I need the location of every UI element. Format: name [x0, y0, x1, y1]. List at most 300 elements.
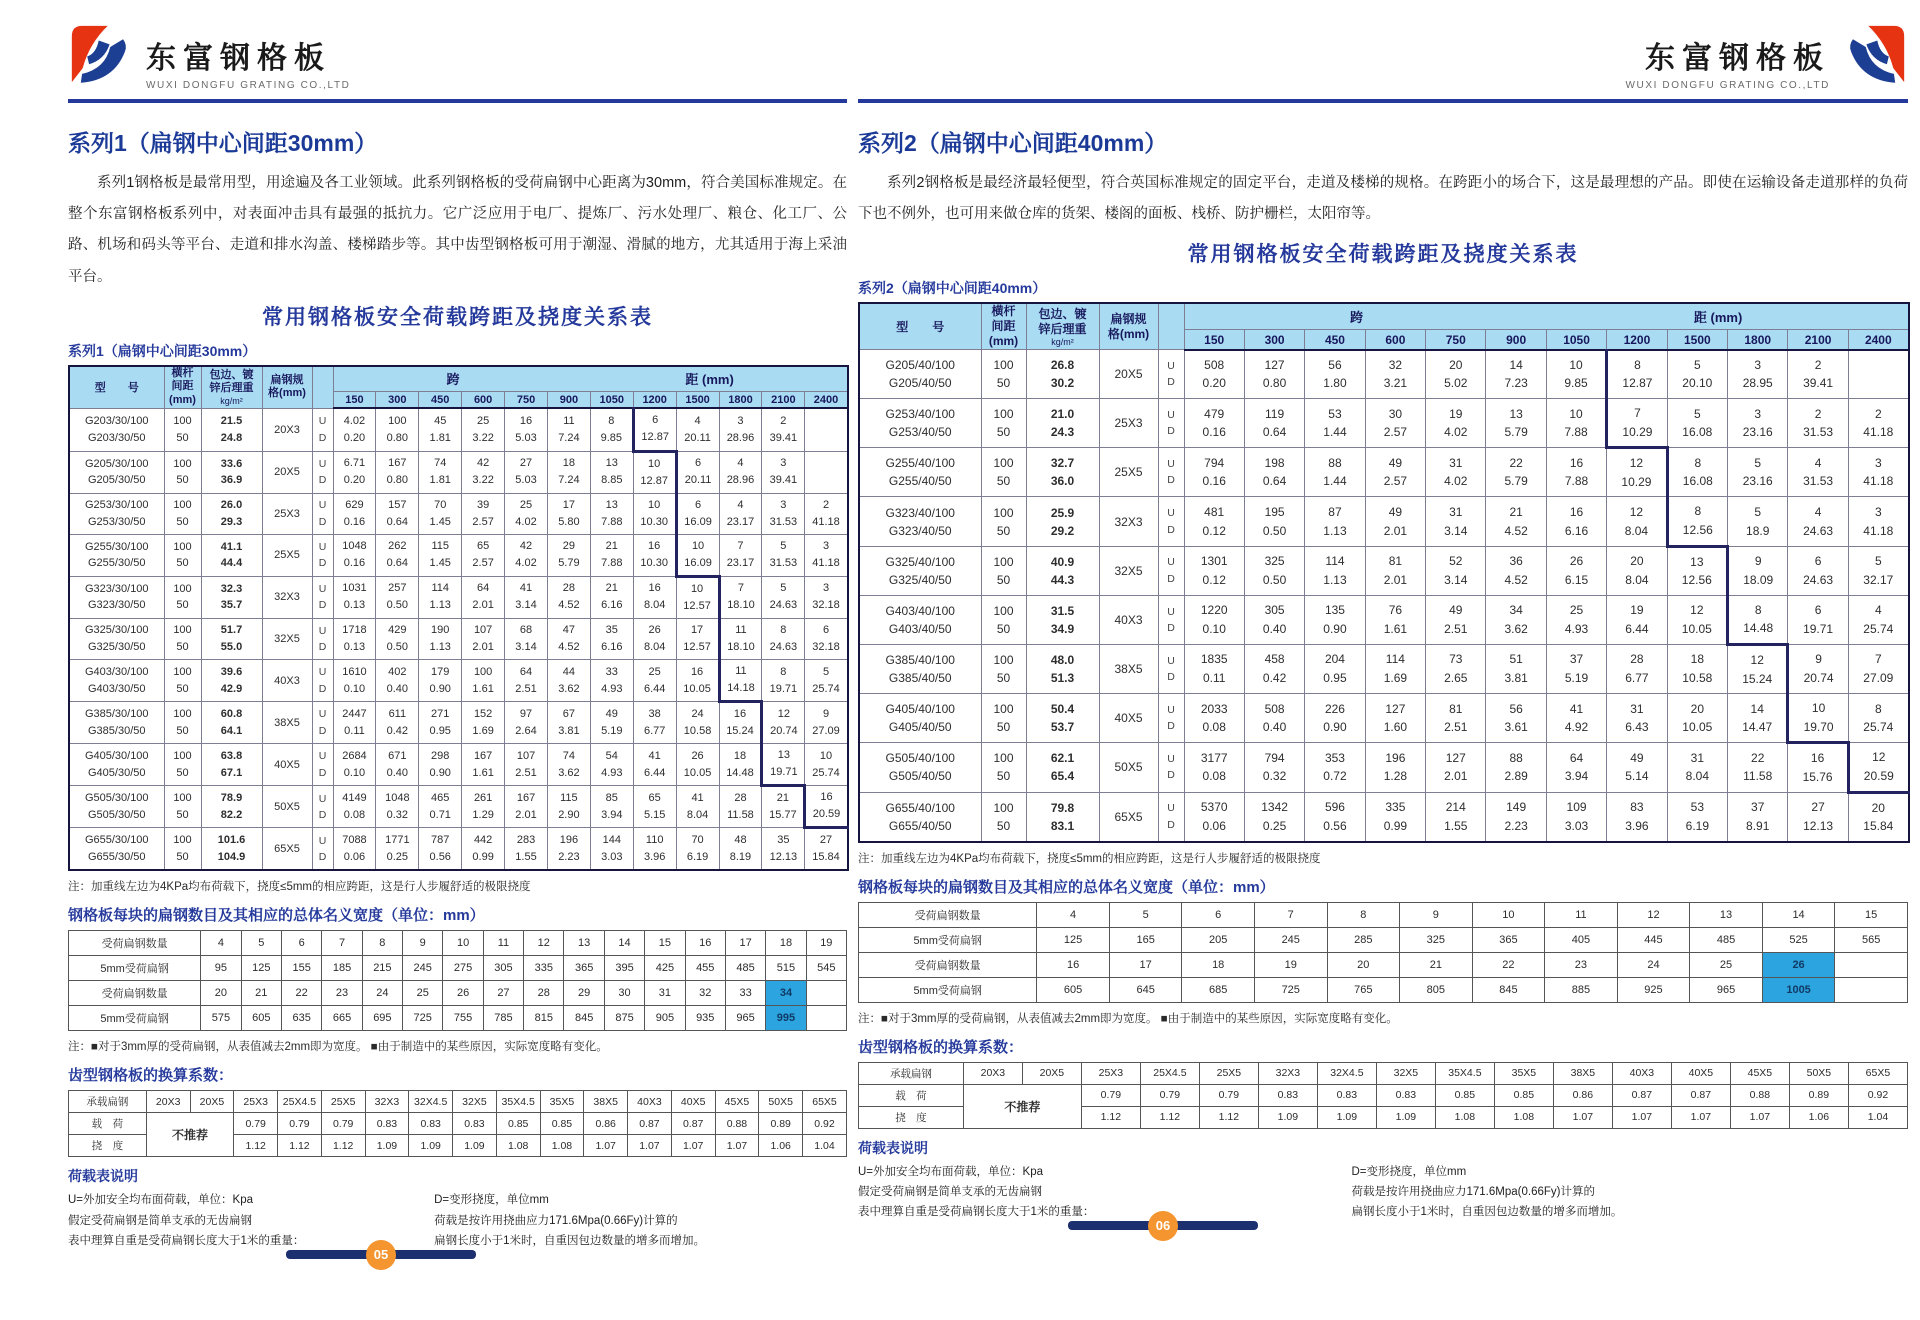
value-cell	[547, 534, 590, 576]
deflection-value: 0.25	[1262, 818, 1287, 833]
load-value: 20	[1871, 800, 1885, 815]
value-cell	[1546, 743, 1606, 792]
load-value: 109	[1566, 800, 1587, 815]
deflection-value: 4.02	[515, 557, 537, 570]
conversion-table-title: 齿型钢格板的换算系数：	[68, 1067, 234, 1085]
value-cell	[419, 408, 462, 451]
deflection-value: 9.85	[1564, 376, 1588, 391]
value-cell	[762, 786, 805, 828]
width-value-cell: 12	[524, 931, 564, 956]
load-value: 8	[1874, 701, 1882, 716]
cell-line: 100	[993, 554, 1014, 569]
deflection-factor-cell: 1.08	[1494, 1106, 1553, 1128]
spec-cell: 40X5	[262, 744, 312, 786]
cell-line: D	[318, 599, 327, 612]
load-value: 45	[434, 414, 447, 427]
cell-line: 50	[176, 474, 189, 487]
cell-line: 34.9	[1050, 621, 1075, 636]
cell-line: G385/30/100	[84, 708, 149, 721]
value-cell	[590, 828, 633, 871]
value-cell	[633, 744, 676, 786]
row-label: 挠 度	[859, 1106, 964, 1128]
cell-line: U	[318, 499, 327, 512]
cell-lines	[860, 749, 981, 785]
value-cell	[762, 451, 805, 493]
span-header-cell: 300	[1244, 330, 1304, 350]
deflection-value: 8.04	[1624, 523, 1649, 538]
load-value: 12	[777, 707, 790, 720]
spec-cell: 32X5	[1099, 546, 1158, 595]
load-value: 7	[737, 540, 744, 553]
model-cell	[69, 408, 164, 451]
load-value: 12	[1872, 750, 1886, 765]
deflection-value: 10.30	[640, 515, 668, 528]
load-value: 8	[780, 665, 787, 678]
deflection-value: 1.13	[1323, 572, 1347, 587]
deflection-factor-cell: 1.07	[1671, 1106, 1730, 1128]
cell-line: 29.3	[220, 515, 243, 528]
load-value: 110	[645, 833, 664, 846]
deflection-value: 0.42	[1262, 671, 1287, 686]
value-cell	[1365, 448, 1425, 497]
value-cell	[376, 660, 419, 702]
cell-line: D	[318, 766, 327, 779]
legend-line: U=外加安全均布面荷载，单位：Kpa	[858, 1165, 1043, 1178]
value-cell	[1848, 792, 1908, 842]
load-value: 16	[648, 540, 661, 553]
value-cell	[676, 534, 719, 576]
page-footer	[1068, 1210, 1258, 1240]
span-header-cell: 1500	[1667, 330, 1727, 350]
deflection-value: 3.03	[601, 850, 623, 863]
cell-line: D	[1167, 523, 1175, 536]
cell-lines	[202, 832, 262, 865]
cell-line: D	[1167, 425, 1175, 438]
cell-line: 83.1	[1050, 818, 1075, 833]
model-cell	[859, 595, 981, 644]
spacing-cell	[164, 702, 201, 744]
cell-line: 21.5	[220, 415, 243, 428]
width-value-cell: 965	[1690, 977, 1763, 1002]
cell-line: U	[318, 583, 327, 596]
value-cell	[547, 451, 590, 493]
value-cell	[762, 618, 805, 659]
value-cell	[633, 702, 676, 744]
table-row	[859, 546, 1909, 595]
load-value: 3	[780, 498, 787, 511]
deflection-value: 3.81	[1504, 671, 1528, 686]
weight-cell	[201, 660, 262, 702]
value-cell	[1244, 448, 1304, 497]
span-header-cell: 1050	[1546, 330, 1606, 350]
load-value: 3	[780, 457, 787, 470]
value-cell	[805, 493, 848, 534]
span-header-cell: 450	[419, 391, 462, 408]
width-value-cell: 275	[443, 956, 483, 981]
series-title: 系列2（扁钢中心间距40mm）	[858, 130, 1168, 156]
cell-lines	[202, 790, 262, 823]
cell-line: G203/30/50	[88, 431, 146, 444]
load-value: 3177	[1200, 750, 1228, 765]
spec-cell: 20X5	[1099, 350, 1158, 399]
value-cell	[1848, 694, 1908, 743]
weight-cell	[201, 451, 262, 493]
load-value: 51	[1509, 652, 1523, 667]
load-value: 508	[1264, 701, 1285, 716]
deflection-value: 2.51	[515, 682, 537, 695]
value-cell	[1426, 546, 1486, 595]
deflection-value: 2.01	[472, 599, 494, 612]
deflection-value: 10.05	[683, 766, 712, 779]
load-value: 481	[1204, 504, 1225, 519]
spec-cell: 40X5	[1099, 694, 1158, 743]
load-value: 14	[1750, 701, 1764, 716]
width-value-cell: 565	[1835, 927, 1908, 952]
cell-line: 100	[993, 505, 1014, 520]
deflection-value: 23.17	[726, 515, 755, 528]
value-cell	[1788, 350, 1848, 399]
value-cell	[1305, 399, 1365, 448]
spec-cell: 38X5	[1099, 644, 1158, 693]
deflection-value: 3.96	[643, 850, 666, 863]
width-value-cell: 635	[281, 1006, 321, 1031]
load-value: 127	[1385, 701, 1406, 716]
value-cell	[805, 576, 848, 618]
load-factor-cell: 0.92	[1848, 1084, 1907, 1106]
load-value: 16	[1810, 751, 1825, 766]
deflection-value: 6.43	[1625, 720, 1649, 735]
row-label: 5mm受荷扁钢	[69, 956, 201, 981]
value-cell	[676, 618, 719, 659]
spacing-cell	[981, 792, 1026, 842]
value-cell	[805, 828, 848, 871]
cell-line: 48.0	[1050, 653, 1075, 668]
spec-header-cell: 50X5	[1789, 1062, 1848, 1084]
width-value-cell: 665	[322, 1006, 362, 1031]
load-value: 49	[605, 707, 618, 720]
load-value: 16	[648, 582, 661, 595]
width-value-cell: 10	[443, 931, 483, 956]
value-cell	[1848, 743, 1908, 792]
value-cell	[676, 493, 719, 534]
cell-lines	[165, 790, 201, 823]
load-factor-cell: 0.85	[1494, 1084, 1553, 1106]
width-value-cell: 95	[201, 956, 241, 981]
width-value-cell: 25	[403, 981, 443, 1006]
cell-line: 50	[176, 808, 189, 821]
deflection-value: 7.24	[558, 431, 580, 444]
deflection-value: 0.80	[386, 474, 409, 487]
value-cell	[1728, 644, 1788, 693]
cell-line: D	[1167, 376, 1175, 389]
width-value-cell: 13	[564, 931, 604, 956]
cell-lines	[165, 456, 201, 489]
load-factor-cell: 0.83	[365, 1113, 409, 1135]
load-value: 167	[516, 791, 536, 804]
cell-line: 间距	[991, 319, 1016, 334]
value-cell	[1305, 694, 1365, 743]
deflection-value: 31.53	[1803, 474, 1834, 489]
load-value: 5	[1693, 357, 1701, 372]
load-value: 44	[562, 665, 576, 678]
load-value: 1048	[385, 791, 410, 804]
value-cell	[1184, 448, 1244, 497]
spec-cell: 65X5	[262, 828, 312, 871]
deflection-value: 0.50	[386, 640, 409, 653]
value-cell	[1848, 644, 1908, 693]
value-cell	[1848, 497, 1908, 546]
cell-line: 60.8	[220, 708, 243, 721]
load-value: 8	[608, 414, 615, 427]
cell-line: G323/40/50	[888, 523, 952, 538]
load-value: 85	[605, 791, 618, 804]
deflection-value: 1.81	[429, 474, 451, 487]
deflection-value: 20.11	[684, 431, 711, 444]
deflection-value: 4.52	[1504, 572, 1528, 587]
width-value-cell: 27	[483, 981, 523, 1006]
cell-lines	[313, 833, 333, 866]
deflection-value: 6.19	[1685, 818, 1709, 833]
deflection-value: 18.10	[727, 640, 755, 653]
legend-line: 扁钢长度小于1米时，自重因包边数量的增多而增加。	[434, 1234, 706, 1247]
page-left	[68, 22, 847, 1262]
value-cell	[1667, 448, 1727, 497]
legend-title: 荷载表说明	[68, 1168, 138, 1185]
deflection-factor-cell: 1.12	[1140, 1106, 1199, 1128]
load-value: 7	[737, 582, 745, 595]
value-cell	[1244, 743, 1304, 792]
load-value: 5370	[1200, 800, 1228, 815]
deflection-value: 25.74	[812, 682, 840, 695]
spec-header-cell: 40X3	[1612, 1062, 1671, 1084]
deflection-value: 41.18	[1863, 474, 1894, 489]
load-value: 19	[1449, 406, 1463, 421]
value-cell	[547, 576, 590, 618]
table-head	[69, 366, 848, 409]
spacing-cell	[981, 743, 1026, 792]
load-value: 190	[431, 623, 450, 636]
width-value-cell: 5	[1109, 902, 1182, 927]
deflection-value: 6.44	[1625, 621, 1649, 636]
load-value: 100	[388, 414, 407, 427]
deflection-value: 3.94	[601, 808, 623, 821]
spacing-cell	[981, 546, 1026, 595]
spec-header-cell: 32X3	[365, 1091, 409, 1113]
load-value: 27	[819, 834, 833, 847]
load-value: 38	[648, 707, 661, 720]
deflection-value: 0.10	[343, 766, 366, 779]
cell-line: 78.9	[220, 792, 243, 805]
company-name-cn: 东富钢格板	[1645, 42, 1830, 75]
value-cell	[1607, 792, 1667, 842]
cell-line: 格(mm)	[268, 387, 306, 400]
model-cell	[859, 546, 981, 595]
load-value: 2033	[1200, 701, 1228, 716]
spec-header-cell: 20X3	[963, 1062, 1022, 1084]
spec-cell: 40X3	[1099, 595, 1158, 644]
width-value-cell: 875	[604, 1006, 644, 1031]
width-value-cell: 685	[1182, 977, 1255, 1002]
deflection-value: 10.58	[1682, 671, 1713, 686]
deflection-value: 0.10	[343, 682, 366, 695]
width-value-cell: 335	[524, 956, 564, 981]
deflection-value: 10.30	[640, 557, 668, 570]
model-cell	[859, 644, 981, 693]
load-value: 6	[695, 457, 702, 470]
cell-line: U	[318, 415, 327, 428]
cell-line: D	[318, 640, 327, 653]
load-value: 29	[562, 540, 576, 553]
width-value-cell: 12	[1617, 902, 1690, 927]
value-cell	[805, 451, 848, 493]
load-value: 179	[431, 665, 450, 678]
value-cell	[1728, 448, 1788, 497]
width-value-cell: 15	[1835, 902, 1908, 927]
ud-cell	[1158, 448, 1184, 497]
deflection-value: 3.62	[1504, 621, 1528, 636]
value-cell	[333, 493, 376, 534]
cell-line: 41.1	[220, 540, 243, 553]
load-value: 10	[691, 539, 705, 552]
deflection-value: 2.23	[558, 850, 580, 863]
deflection-value: 6.44	[643, 766, 666, 779]
deflection-value: 7.88	[601, 515, 623, 528]
cell-lines	[313, 539, 333, 572]
cell-lines	[1159, 554, 1184, 587]
load-value: 261	[473, 791, 493, 804]
deflection-factor-cell: 1.09	[409, 1135, 453, 1157]
deflection-value: 6.16	[601, 640, 623, 653]
table-row	[69, 493, 848, 534]
width-value-cell: 485	[1690, 927, 1763, 952]
load-value: 12	[1629, 456, 1644, 471]
cell-line: G405/30/100	[84, 750, 149, 763]
load-value: 5	[822, 665, 830, 678]
legend-line: U=外加安全均布面荷载，单位：Kpa	[68, 1194, 253, 1207]
value-cell	[1244, 546, 1304, 595]
load-value: 34	[1509, 603, 1523, 618]
load-value: 465	[431, 791, 450, 804]
width-value-cell: 725	[403, 1006, 443, 1031]
value-cell	[462, 493, 505, 534]
cell-line: G253/40/50	[888, 425, 952, 440]
width-value-cell: 17	[1109, 952, 1182, 977]
header-row	[69, 366, 848, 392]
cell-line: 51.3	[1050, 671, 1075, 686]
header-span-group	[333, 366, 848, 392]
cell-line: G205/40/50	[888, 376, 952, 391]
width-value-cell: 815	[524, 1006, 564, 1031]
cell-line: 29.2	[1050, 523, 1075, 538]
cell-line: 100	[173, 582, 192, 595]
ud-cell	[312, 660, 333, 702]
span-header-cell: 2100	[1788, 330, 1848, 350]
cell-lines	[70, 581, 164, 614]
spacing-cell	[981, 644, 1026, 693]
spec-cell: 32X5	[262, 618, 312, 659]
spacing-cell	[981, 694, 1026, 743]
load-value: 100	[473, 665, 493, 678]
deflection-value: 2.51	[1444, 720, 1468, 735]
load-value: 8	[780, 623, 787, 636]
deflection-value: 0.71	[429, 808, 451, 821]
load-span-table	[68, 365, 849, 872]
width-value-cell: 525	[1762, 927, 1835, 952]
value-cell	[805, 702, 848, 744]
spacing-cell	[164, 828, 201, 871]
deflection-factor-cell: 1.09	[1376, 1106, 1435, 1128]
deflection-value: 14.48	[726, 766, 754, 779]
cell-line: D	[318, 682, 327, 695]
cell-line: U	[1167, 703, 1175, 716]
load-value: 22	[1509, 455, 1523, 470]
model-cell	[69, 660, 164, 702]
legend-line: D=变形挠度，单位mm	[434, 1194, 549, 1207]
load-factor-cell: 0.83	[1317, 1084, 1376, 1106]
cell-line: G205/30/50	[88, 474, 146, 487]
deflection-value: 3.81	[558, 724, 580, 737]
cell-line: U	[318, 541, 327, 553]
load-value: 2684	[342, 749, 367, 762]
cell-line: 42.9	[220, 682, 243, 695]
load-factor-cell: 0.87	[628, 1113, 672, 1135]
load-value: 41	[648, 749, 661, 762]
spec-cell: 25X3	[1099, 399, 1158, 448]
deflection-value: 0.80	[386, 431, 409, 444]
width-value-cell: 425	[645, 956, 685, 981]
deflection-value: 1.61	[1383, 621, 1408, 636]
cell-lines	[860, 651, 981, 687]
value-cell	[1546, 792, 1606, 842]
value-cell	[462, 618, 505, 659]
width-value-cell: 4	[1037, 902, 1110, 927]
load-value: 787	[431, 833, 450, 846]
weight-cell	[201, 618, 262, 659]
load-value: 6	[1814, 603, 1822, 618]
width-table-slot	[68, 930, 847, 1031]
value-cell	[1546, 595, 1606, 644]
value-cell	[376, 451, 419, 493]
deflection-value: 3.14	[1444, 523, 1468, 538]
deflection-value: 0.90	[429, 766, 451, 779]
cell-lines	[982, 504, 1026, 540]
model-cell	[69, 744, 164, 786]
deflection-value: 10.29	[1622, 424, 1653, 439]
weight-cell	[1026, 399, 1099, 448]
load-value: 31	[1690, 750, 1704, 765]
value-cell	[633, 786, 676, 828]
value-cell	[1788, 694, 1848, 743]
load-value: 20	[1630, 554, 1644, 569]
cell-line: 100	[173, 415, 192, 428]
load-value: 5	[1754, 504, 1762, 519]
cell-line: D	[1167, 720, 1175, 733]
deflection-value: 12.56	[1681, 573, 1712, 588]
dongfu-logo-icon	[1844, 22, 1908, 91]
deflection-value: 0.10	[1202, 621, 1226, 636]
load-value: 127	[1264, 357, 1285, 372]
cell-lines	[70, 706, 164, 739]
deflection-value: 20.74	[770, 724, 798, 737]
deflection-value: 9.85	[600, 431, 622, 444]
cell-lines	[202, 369, 262, 397]
load-value: 36	[1509, 554, 1523, 569]
legend-line: 假定受荷扁钢是简单支承的无齿扁钢	[68, 1214, 252, 1227]
width-value-cell: 575	[201, 1006, 241, 1031]
deflection-value: 2.01	[515, 808, 537, 821]
table-row	[69, 981, 847, 1006]
cell-lines	[70, 456, 164, 489]
